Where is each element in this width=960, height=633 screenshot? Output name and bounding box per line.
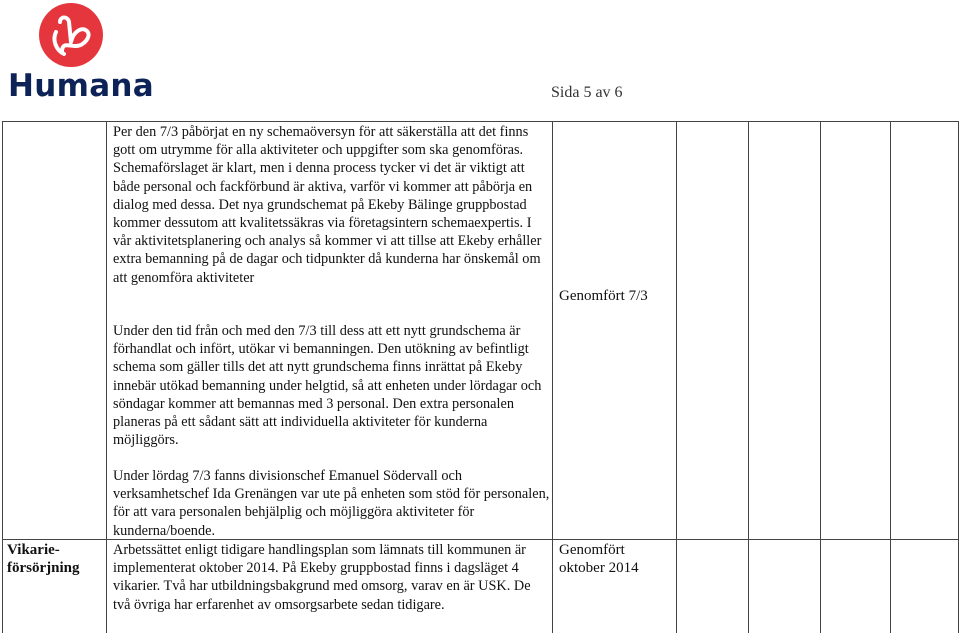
status-label: Genomfört 7/3 <box>559 288 648 304</box>
humana-heart-logo-icon <box>38 2 104 68</box>
measure-paragraph-substitutes: Arbetssättet enligt tidigare handlingsplan som lämnats till kommunen är implementerat oktober 2014. På Ekeby gruppbostad finns i dagsläget 4 vikarier. Två har utbildningsbakgrund med omsorg, varav en är USK. De två övriga har erfarenhet av omsorgsarbete sedan tidigare. <box>113 542 531 613</box>
table-top-border <box>2 121 959 122</box>
category-label: Vikarie-försörjning <box>7 542 80 576</box>
status-label: Genomfört oktober 2014 <box>559 542 639 577</box>
col-border-3 <box>676 121 677 633</box>
col-border-5 <box>820 121 821 633</box>
measure-paragraph-staffing-increase: Under den tid från och med den 7/3 till dess att ett nytt grundschema är förhandlat och infört, utökar vi bemanningen. Den utökning av befintligt schema som gäller tills det att nytt grundschema finns inrättat på Ekeby innebär utökad bemanning under helgtid, så att enheten under lördagar och söndagar kommer att bemannas med 3 personal. Den extra personalen planeras på ett sådant sätt att individuella aktiviteter för kunderna möjliggörs. <box>113 323 542 449</box>
col-border-0 <box>2 121 3 633</box>
col-border-6 <box>890 121 891 633</box>
col-border-2 <box>552 121 553 633</box>
col-border-1 <box>106 121 107 633</box>
col-border-4 <box>748 121 749 633</box>
brand-name: Humana <box>8 68 155 104</box>
measure-paragraph-schedule-review: Per den 7/3 påbörjat en ny schemaöversyn för att säkerställa att det finns gott om utrymme för alla aktiviteter och uppgifter som ska genomföras. Schemaförslaget är klart, men i denna process tycker vi det är viktigt att både personal och fackförbund är aktiva, varför vi kommer att påbörja en dialog med dessa. Det nya grundschemat på Ekeby Bälinge gruppbostad kommer dessutom att kvalitetssäkras via företagsintern schemaexpertis. I vår aktivitetsplanering och analys så kommer vi att tillse att Ekeby erhåller extra bemanning på de dagar och tidpunkter då kunderna har önskemål om att genomföra aktiviteter <box>113 124 542 286</box>
col-border-7 <box>958 121 959 633</box>
page-number: Sida 5 av 6 <box>551 84 623 101</box>
measure-paragraph-management-support: Under lördag 7/3 fanns divisionschef Emanuel Södervall och verksamhetschef Ida Grenängen var ute på enheten som stöd för personalen, för att vara personalen behjälplig och möjliggöra aktiviteter för kunderna/boende. <box>113 468 550 539</box>
